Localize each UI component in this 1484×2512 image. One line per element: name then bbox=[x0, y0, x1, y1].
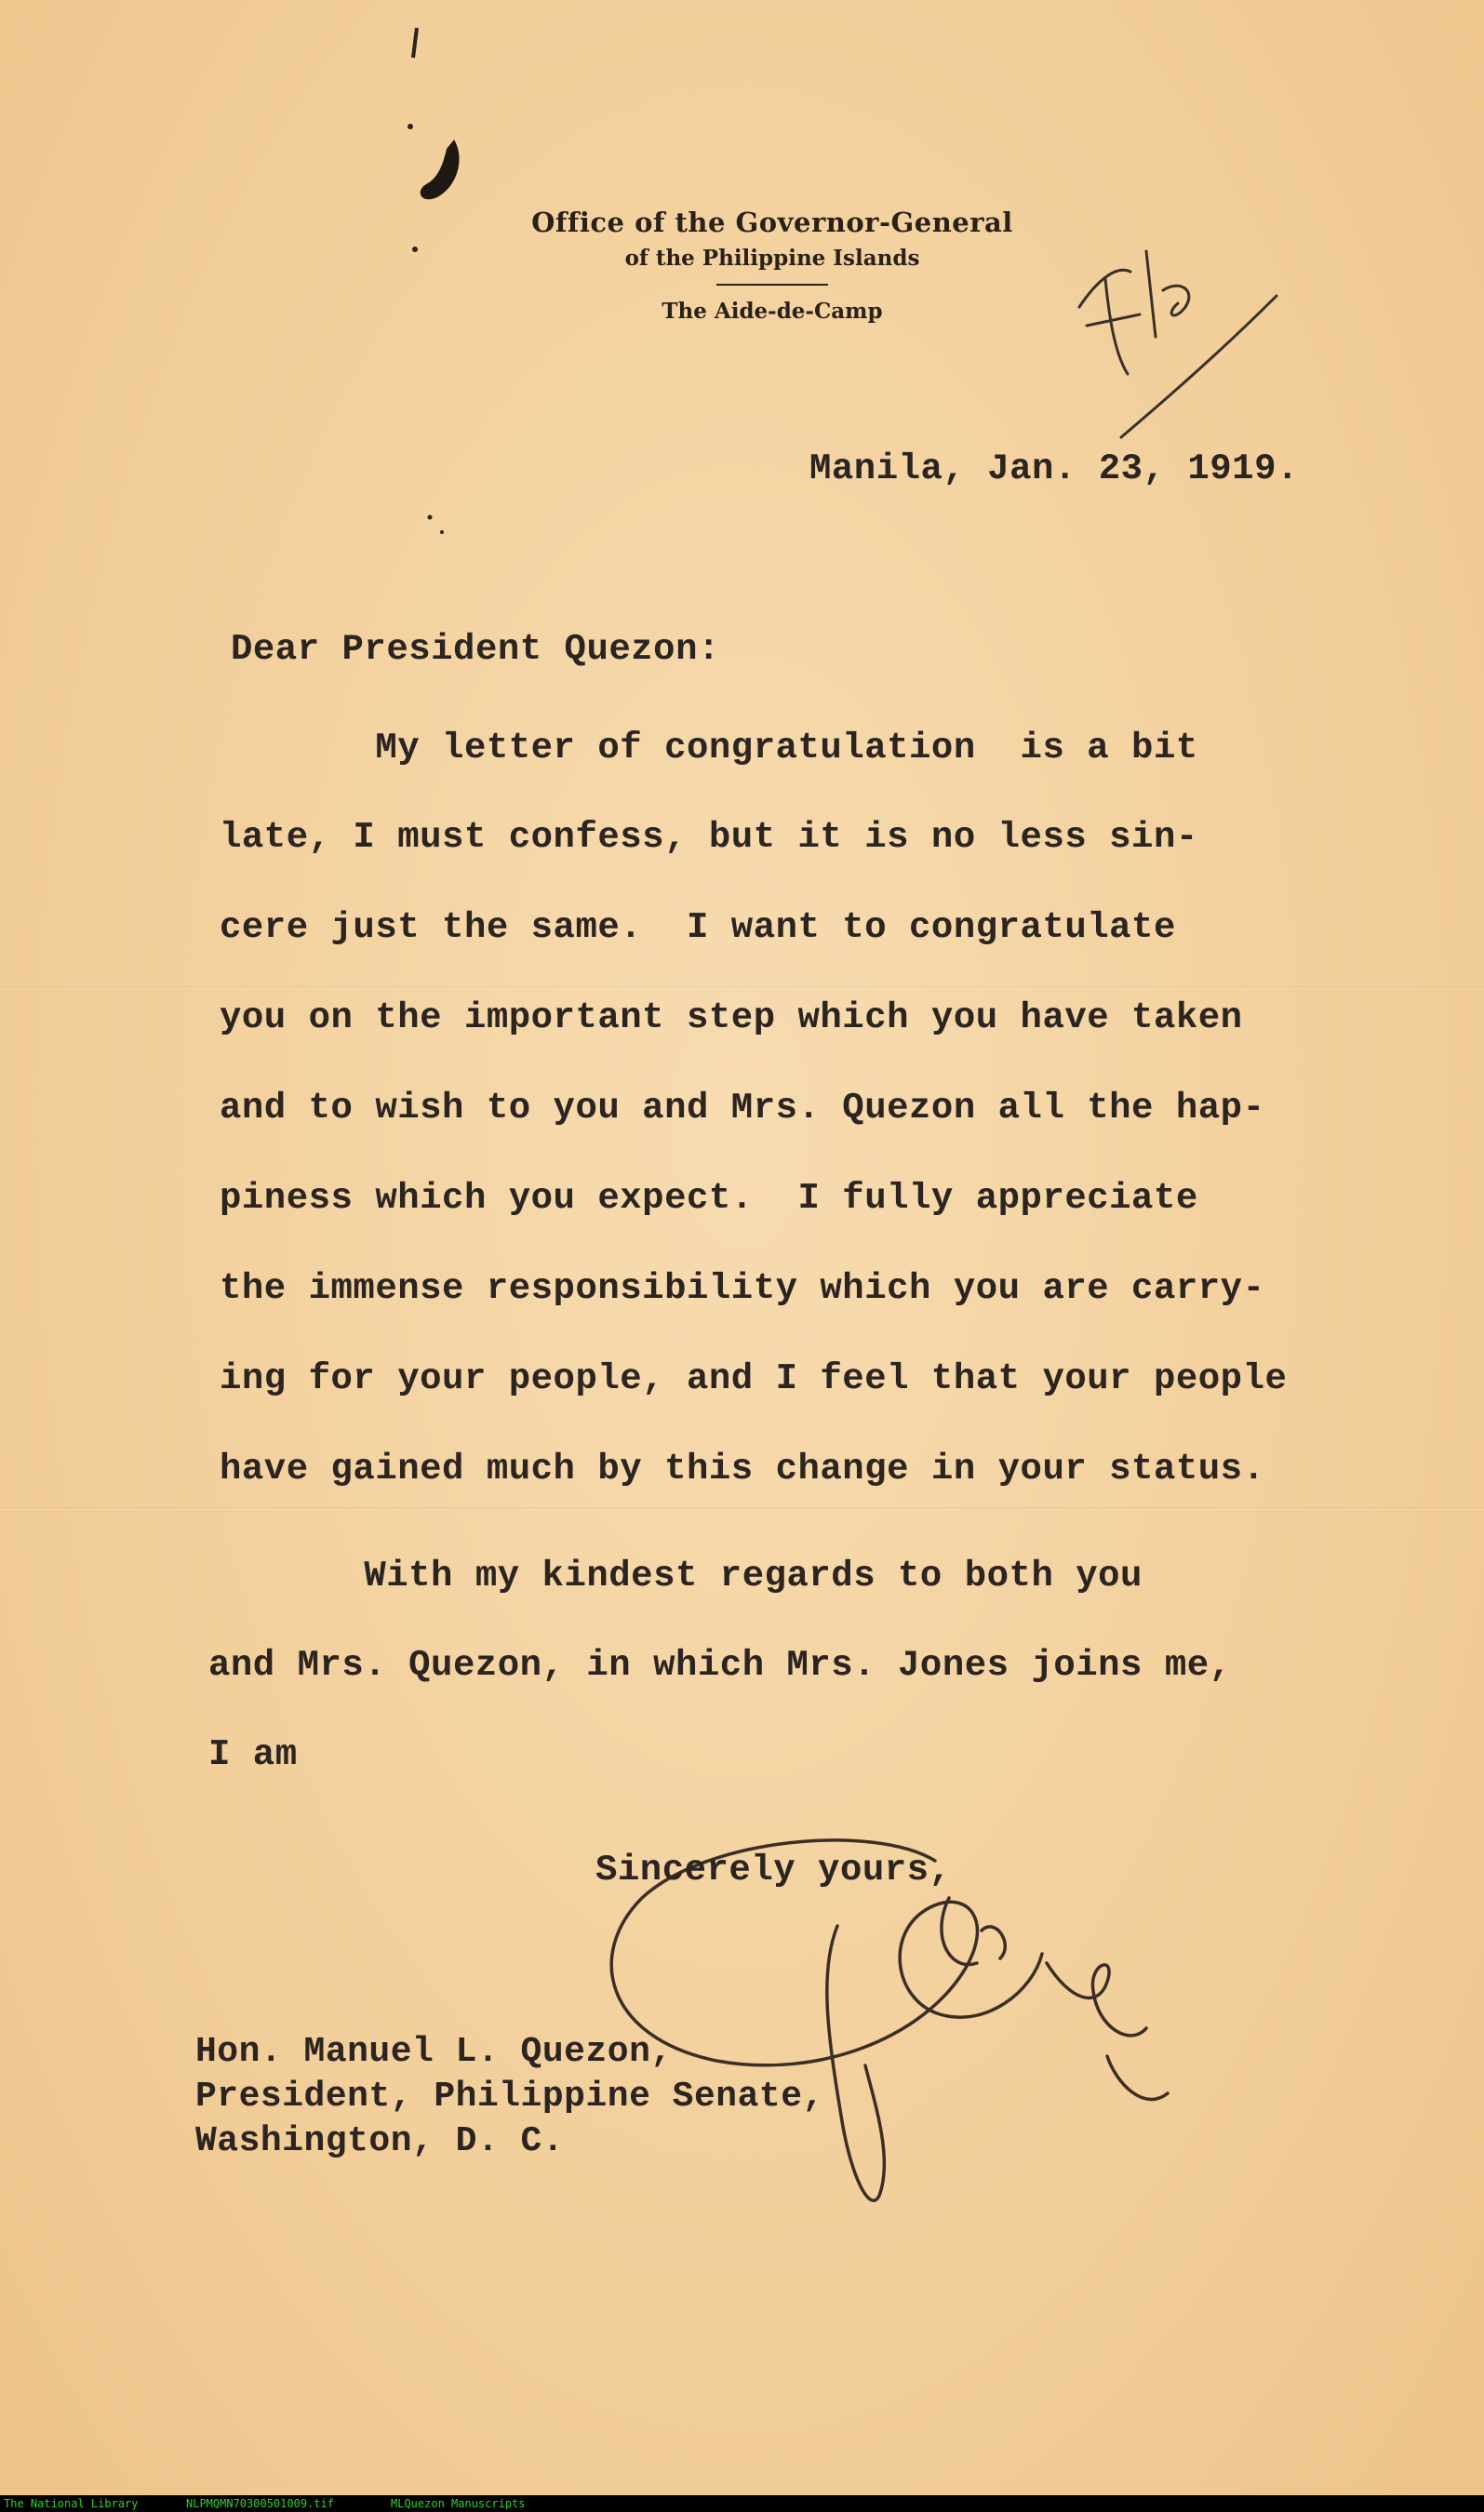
letterhead-aide: The Aide-de-Camp bbox=[662, 299, 883, 324]
address-line: Washington, D. C. bbox=[195, 2121, 565, 2161]
footer-library: The National Library bbox=[4, 2497, 139, 2510]
closing-line: and Mrs. Quezon, in which Mrs. Jones joins me, bbox=[208, 1645, 1232, 1686]
ink-blot bbox=[421, 140, 460, 199]
body-line: cere just the same. I want to congratulate bbox=[220, 907, 1176, 948]
ink-dot bbox=[408, 124, 413, 129]
body-line: the immense responsibility which you are carry- bbox=[220, 1268, 1265, 1309]
file-annotation-pencil bbox=[1079, 251, 1277, 437]
body-line: ing for your people, and I feel that your people bbox=[220, 1358, 1288, 1399]
letterhead bbox=[521, 207, 1023, 324]
dateline: Manila, Jan. 23, 1919. bbox=[809, 448, 1299, 489]
body-line: My letter of congratulation is a bit bbox=[220, 728, 1198, 768]
body-line: you on the important step which you have taken bbox=[220, 997, 1243, 1038]
salutation: Dear President Quezon: bbox=[231, 629, 720, 670]
address-line: Hon. Manuel L. Quezon, bbox=[195, 2032, 673, 2072]
ink-dot bbox=[428, 515, 433, 520]
letterhead-islands: of the Philippine Islands bbox=[624, 246, 920, 271]
letterhead-office: Office of the Governor-General bbox=[531, 207, 1013, 238]
body-line: late, I must confess, but it is no less sin- bbox=[220, 817, 1198, 858]
footer-filename: NLPMQMN70300501009.tif bbox=[186, 2497, 334, 2510]
ink-dot bbox=[440, 530, 444, 534]
archive-footer bbox=[0, 2495, 1484, 2512]
address-line: President, Philippine Senate, bbox=[195, 2077, 824, 2117]
signoff: Sincerely yours, bbox=[595, 1850, 952, 1891]
closing-line: With my kindest regards to both you bbox=[208, 1556, 1143, 1597]
signature-flourish bbox=[611, 1840, 1168, 2200]
ink-dot bbox=[412, 247, 418, 252]
closing-line: I am bbox=[208, 1734, 298, 1775]
letterhead-divider bbox=[716, 284, 828, 286]
body-line: have gained much by this change in your status. bbox=[220, 1449, 1265, 1490]
body-line: piness which you expect. I fully appreciate bbox=[220, 1178, 1198, 1219]
footer-collection: MLQuezon Manuscripts bbox=[391, 2497, 526, 2510]
ink-stroke bbox=[413, 28, 417, 58]
body-line: and to wish to you and Mrs. Quezon all the hap- bbox=[220, 1088, 1265, 1129]
